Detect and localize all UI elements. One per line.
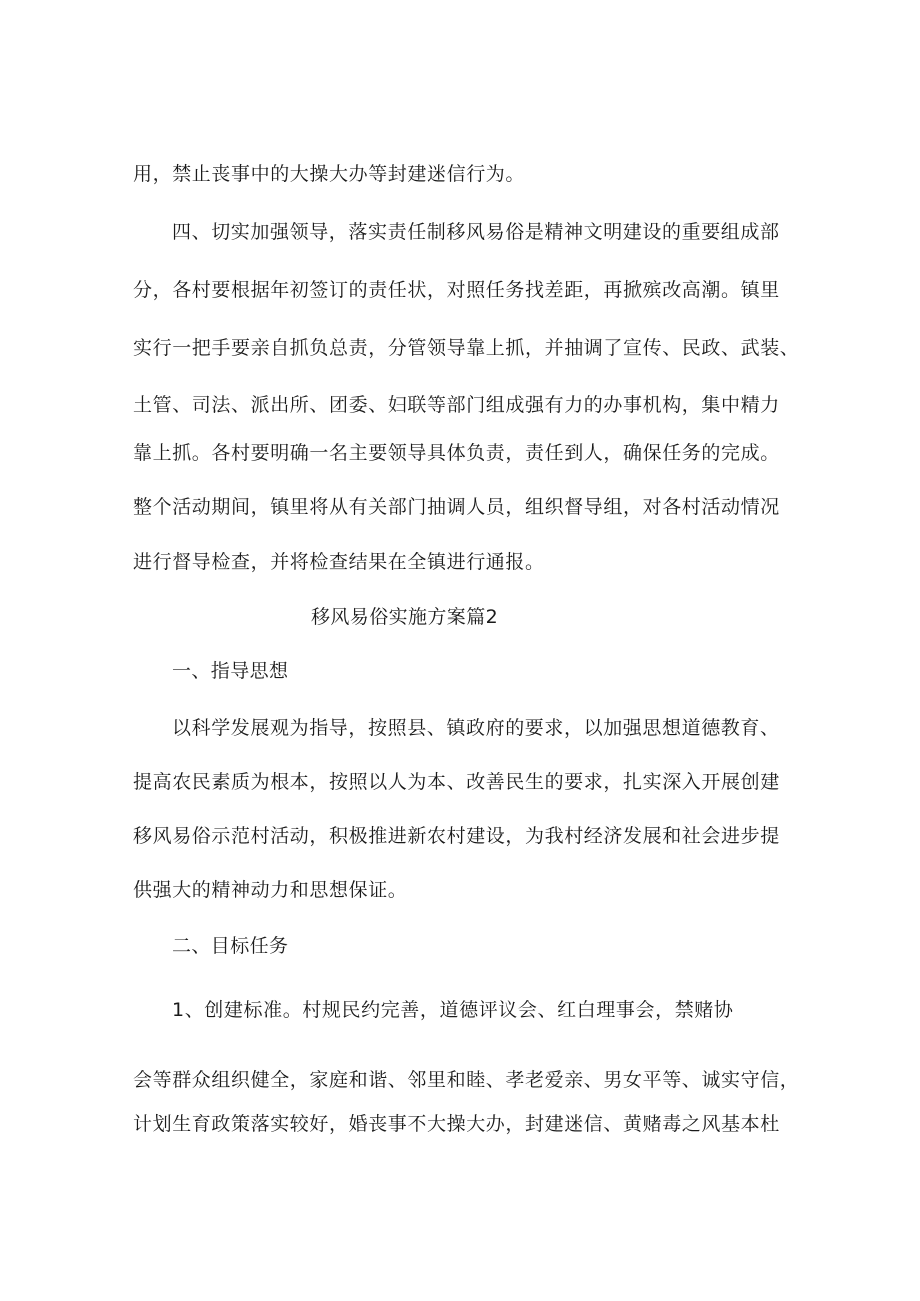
text-line: 靠上抓。各村要明确一名主要领导具体负责，责任到人，确保任务的完成。: [133, 442, 780, 464]
text-line: 土管、司法、派出所、团委、妇联等部门组成强有力的办事机构，集中精力: [133, 394, 780, 416]
text-line: 实行一把手要亲自抓负总责，分管领导靠上抓，并抽调了宣传、民政、武装、: [133, 337, 800, 359]
text-line: 供强大的精神动力和思想保证。: [133, 879, 408, 901]
text-line: 用，禁止丧事中的大操大办等封建迷信行为。: [133, 163, 526, 185]
text-line: 1、创建标准。村规民约完善，道德评议会、红白理事会，禁赌协: [172, 999, 734, 1021]
text-line: 会等群众组织健全，家庭和谐、邻里和睦、孝老爱亲、男女平等、诚实守信，: [133, 1069, 800, 1091]
text-line: 计划生育政策落实较好，婚丧事不大操大办，封建迷信、黄赌毒之风基本杜: [133, 1113, 780, 1135]
text-line: 四、切实加强领导，落实责任制移风易俗是精神文明建设的重要组成部: [172, 221, 780, 243]
section-heading: 二、目标任务: [172, 935, 289, 957]
text-line: 移风易俗示范村活动，积极推进新农村建设，为我村经济发展和社会进步提: [133, 825, 780, 847]
text-line: 进行督导检查，并将检查结果在全镇进行通报。: [133, 551, 545, 573]
text-line: 以科学发展观为指导，按照县、镇政府的要求，以加强思想道德教育、: [172, 717, 780, 739]
text-line: 整个活动期间，镇里将从有关部门抽调人员，组织督导组，对各村活动情况: [133, 496, 780, 518]
text-line: 分，各村要根据年初签订的责任状，对照任务找差距，再掀殡改高潮。镇里: [133, 279, 780, 301]
section-title: 移风易俗实施方案篇2: [311, 606, 499, 628]
section-heading: 一、指导思想: [172, 660, 289, 682]
text-line: 提高农民素质为根本，按照以人为本、改善民生的要求，扎实深入开展创建: [133, 771, 780, 793]
